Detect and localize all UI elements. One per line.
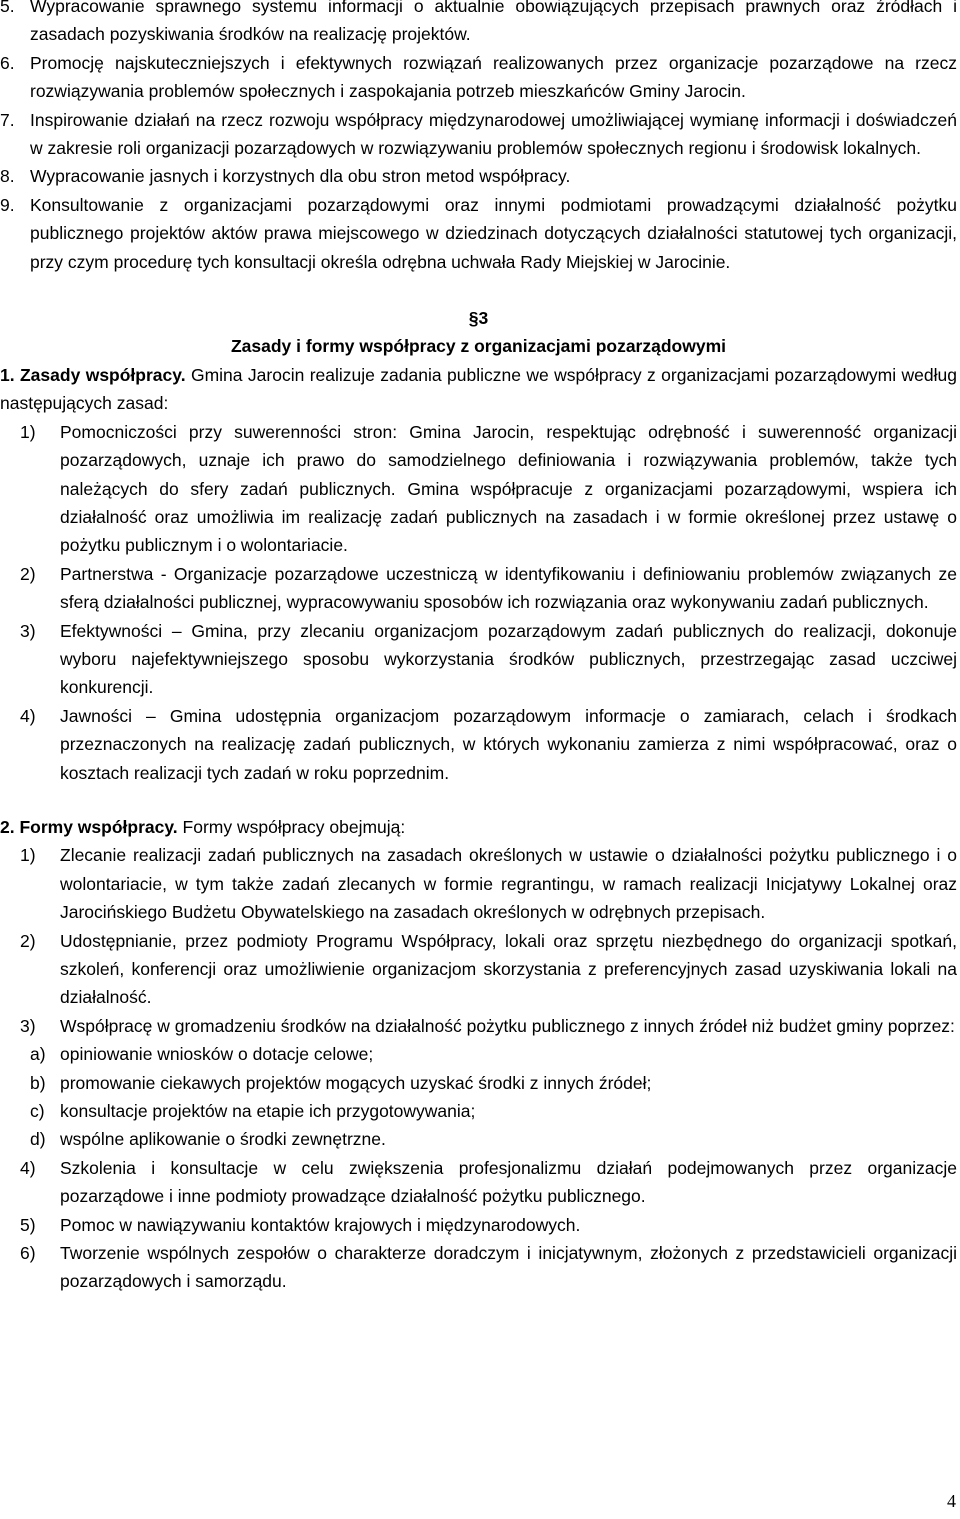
item-text: Jawności – Gmina udostępnia organizacjom pozarządowym informacje o zamiarach, celach i środkach przeznaczonych na realizację zadań publicznych, w których wykonaniu zamierza z nimi współpracować, oraz o kosztach realizacji tych zadań w roku poprzednim. — [60, 705, 957, 783]
forms-heading: 2. Formy współpracy. — [0, 816, 178, 837]
item-text: Inspirowanie działań na rzecz rozwoju współpracy międzynarodowej umożliwiającej wymianę informacji i doświadczeń w zakresie roli organizacji pozarządowych w rozwiązywaniu problemów społecznych regionu i środowisk lokalnych. — [30, 109, 957, 159]
item-number: 9. — [0, 194, 15, 215]
objective-item — [0, 162, 957, 190]
item-text: Zlecanie realizacji zadań publicznych na zasadach określonych w ustawie o działalności pożytku publicznego i o wolontariacie, w tym także zadań zlecanych w formie regrantingu, w ramach realizacji Inicjatywy Lokalnej oraz Jarocińskiego Budżetu Obywatelskiego na zasadach określonych w odrębnych przepisach. — [60, 845, 957, 923]
objective-item — [0, 106, 957, 163]
principle-item — [0, 702, 957, 787]
item-text: Wypracowanie jasnych i korzystnych dla obu stron metod współpracy. — [30, 166, 571, 187]
item-number: 7. — [0, 109, 15, 130]
item-text: Efektywności – Gmina, przy zlecaniu organizacjom pozarządowym zadań publicznych do realizacji, dokonuje wyboru najefektywniejszego sposobu wykorzystania środków publicznych, przestrzegając zasad uczciwej konkurencji. — [60, 620, 957, 698]
item-number: 1) — [20, 421, 36, 442]
page-number: 4 — [947, 1491, 956, 1511]
objectives-list — [0, 0, 957, 276]
item-text: Pomocniczości przy suwerenności stron: Gmina Jarocin, respektując odrębność i suwerenność organizacji pozarządowych, uznaje ich prawo do samodzielnego definiowania i rozwiązywania problemów, także tych należących do sfery zadań publicznych. Gmina współpracuje z organizacjami pozarządowymi, wspiera ich działalność oraz umożliwia im realizację zadań publicznych na zasadach i w formie określonej przez ustawę o pożytku publicznym i o wolontariacie. — [60, 421, 957, 556]
principles-list — [0, 418, 957, 787]
item-number: 8. — [0, 166, 15, 187]
item-text: promowanie ciekawych projektów mogących uzyskać środki z innych źródeł; — [60, 1072, 652, 1093]
item-letter: c) — [30, 1101, 45, 1122]
forms-intro — [0, 813, 957, 841]
item-number: 5) — [20, 1214, 36, 1235]
principles-intro-text: Gmina Jarocin realizuje zadania publiczne we współpracy z organizacjami pozarządowymi według następujących zasad: — [0, 364, 957, 414]
objective-item — [0, 191, 957, 276]
item-number: 6) — [20, 1243, 36, 1264]
objective-item — [0, 0, 957, 49]
form-subitem — [0, 1097, 957, 1125]
principle-item — [0, 418, 957, 560]
form-subitem — [0, 1069, 957, 1097]
form-item — [0, 927, 957, 1012]
item-number: 4) — [20, 705, 36, 726]
item-text: Szkolenia i konsultacje w celu zwiększenia profesjonalizmu działań podejmowanych przez organizacje pozarządowe i inne podmioty prowadzące działalność pożytku publicznego. — [60, 1157, 957, 1207]
form-item — [0, 1154, 957, 1211]
item-text: Współpracę w gromadzeniu środków na działalność pożytku publicznego z innych źródeł niż budżet gminy poprzez: — [60, 1015, 955, 1036]
item-number: 3) — [20, 1015, 36, 1036]
item-text: Tworzenie wspólnych zespołów o charakterze doradczym i inicjatywnym, złożonych z przedstawicieli organizacji pozarządowych i samorządu. — [60, 1243, 957, 1292]
form-subitem — [0, 1040, 957, 1068]
principles-heading: 1. Zasady współpracy. — [0, 364, 186, 385]
item-text: wspólne aplikowanie o środki zewnętrzne. — [60, 1129, 386, 1150]
principle-item — [0, 560, 957, 617]
objective-item — [0, 49, 957, 106]
form-item — [0, 1239, 957, 1296]
form-subitem — [0, 1125, 957, 1153]
item-number: 3) — [20, 620, 36, 641]
form-item — [0, 1012, 957, 1040]
item-letter: b) — [30, 1072, 46, 1093]
forms-list — [0, 841, 957, 1296]
item-number: 2) — [20, 563, 36, 584]
section-title: Zasady i formy współpracy z organizacjami pozarządowymi — [230, 336, 726, 357]
item-text: Promocję najskuteczniejszych i efektywnych rozwiązań realizowanych przez organizacje pozarządowe na rzecz rozwiązywania problemów społecznych i zaspokajania potrzeb mieszkańców Gminy Jarocin. — [30, 52, 957, 102]
principles-intro — [0, 361, 957, 418]
form-item — [0, 1211, 957, 1239]
item-number: 5. — [0, 0, 15, 16]
principle-item — [0, 617, 957, 702]
item-number: 6. — [0, 52, 15, 73]
item-text: opiniowanie wniosków o dotacje celowe; — [60, 1044, 374, 1065]
item-text: Partnerstwa - Organizacje pozarządowe uczestniczą w identyfikowaniu i definiowaniu problemów związanych ze sferą działalności publicznej, wypracowywaniu sposobów ich rozwiązania oraz wykonywaniu zadań publicznych. — [60, 563, 957, 613]
item-text: Pomoc w nawiązywaniu kontaktów krajowych i międzynarodowych. — [60, 1214, 581, 1235]
item-number: 4) — [20, 1157, 36, 1178]
item-text: Udostępnianie, przez podmioty Programu Współpracy, lokali oraz sprzętu niezbędnego do organizacji spotkań, szkoleń, konferencji oraz umożliwienie organizacjom skorzystania z preferencyjnych zasad uzyskiwania lokali na działalność. — [60, 930, 957, 1008]
form-item — [0, 841, 957, 926]
item-letter: d) — [30, 1129, 46, 1150]
item-number: 2) — [20, 930, 36, 951]
section-number: §3 — [468, 308, 489, 329]
item-text: Konsultowanie z organizacjami pozarządowymi oraz innymi podmiotami prowadzącymi działalność pożytku publicznego projektów aktów prawa miejscowego w dziedzinach dotyczących działalności statutowej tych organizacji, przy czym procedurę tych konsultacji określa odrębna uchwała Rady Miejskiej w Jarocinie. — [30, 194, 957, 272]
item-text: konsultacje projektów na etapie ich przygotowywania; — [60, 1101, 476, 1122]
item-text: Wypracowanie sprawnego systemu informacji o aktualnie obowiązujących przepisach prawnych oraz źródłach i zasadach pozyskiwania środków na realizację projektów. — [30, 0, 957, 45]
forms-intro-text: Formy współpracy obejmują: — [182, 816, 406, 837]
item-letter: a) — [30, 1044, 46, 1065]
item-number: 1) — [20, 845, 36, 866]
